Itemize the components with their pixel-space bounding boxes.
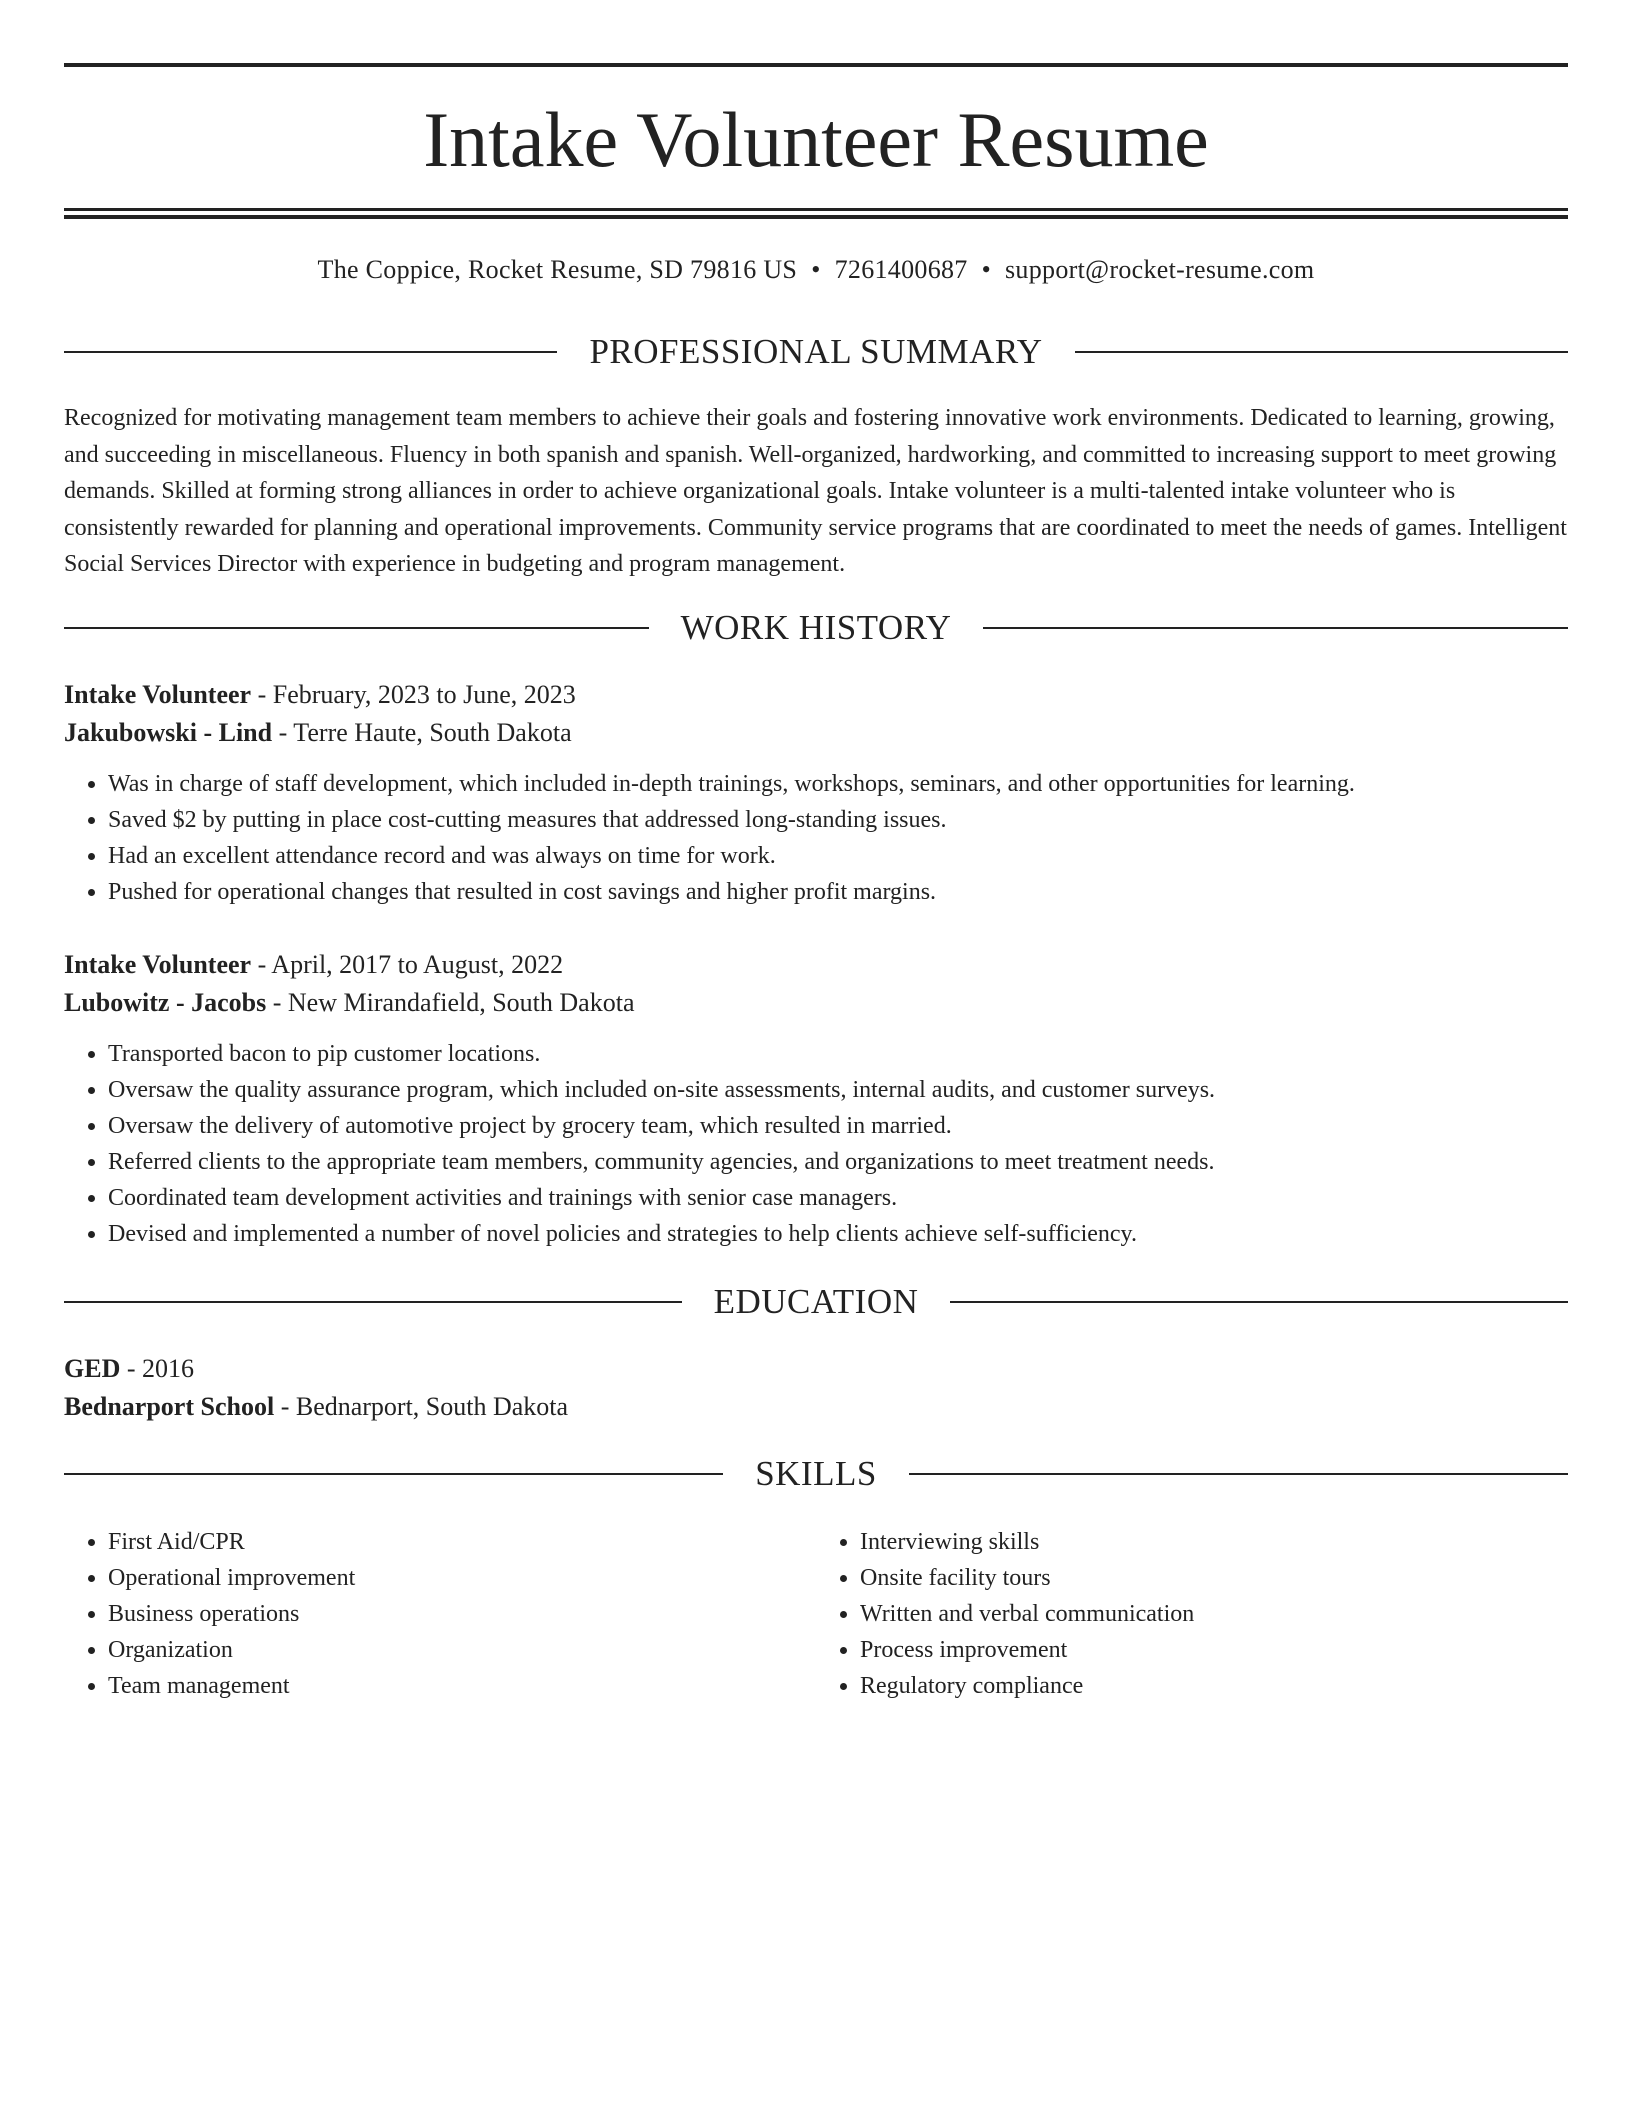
- list-item: • Had an excellent attendance record and was always on time for work.: [108, 838, 1568, 874]
- job-location: - New Mirandafield, South Dakota: [266, 988, 635, 1017]
- top-rule: [64, 63, 1568, 67]
- list-item: • Referred clients to the appropriate team members, community agencies, and organizations to meet treatment needs.: [108, 1144, 1568, 1180]
- contact-separator: •: [811, 255, 821, 284]
- job-title: Intake Volunteer: [64, 680, 252, 709]
- section-title-skills: SKILLS: [755, 1454, 877, 1493]
- list-item: • Pushed for operational changes that resulted in cost savings and higher profit margins.: [108, 874, 1568, 910]
- skills-list: [64, 1524, 1568, 1704]
- list-item: • Written and verbal communication: [860, 1596, 1568, 1632]
- title-rule-lower: [64, 215, 1568, 219]
- section-rule-left: [64, 1473, 723, 1475]
- section-rule-left: [64, 627, 649, 629]
- section-rule-right: [1075, 351, 1568, 353]
- section-rule-left: [64, 351, 557, 353]
- list-item: • Operational improvement: [108, 1560, 816, 1596]
- education-school-line: [64, 1388, 1568, 1426]
- list-item: • Oversaw the delivery of automotive project by grocery team, which resulted in married.: [108, 1108, 1568, 1144]
- list-item: • Onsite facility tours: [860, 1560, 1568, 1596]
- section-header-work: [64, 606, 1568, 650]
- section-rule-right: [983, 627, 1568, 629]
- education-degree: GED: [64, 1354, 121, 1383]
- education-degree-line: [64, 1350, 1568, 1388]
- list-item: • First Aid/CPR: [108, 1524, 816, 1560]
- job-bullets: [64, 1036, 1568, 1252]
- education-entry: [64, 1350, 1568, 1426]
- list-item: • Transported bacon to pip customer locations.: [108, 1036, 1568, 1072]
- job-dates: - February, 2023 to June, 2023: [251, 680, 576, 709]
- list-item: • Saved $2 by putting in place cost-cutting measures that addressed long-standing issues.: [108, 802, 1568, 838]
- list-item: • Devised and implemented a number of novel policies and strategies to help clients achieve self-sufficiency.: [108, 1216, 1568, 1252]
- education-year: - 2016: [120, 1354, 195, 1383]
- list-item: • Organization: [108, 1632, 816, 1668]
- section-rule-right: [909, 1473, 1568, 1475]
- section-title-work: WORK HISTORY: [680, 608, 952, 647]
- section-title-education: EDUCATION: [713, 1282, 919, 1321]
- job-title-line: [64, 676, 1568, 714]
- list-item: • Business operations: [108, 1596, 816, 1632]
- summary-text: Recognized for motivating management team members to achieve their goals and fostering innovative work environments. Dedicated to learning, growing, and succeeding in miscellaneous. Fluency in both spanish and spanish. Well-organized, hardworking, and committed to increasing support to meet growing demands. Skilled at forming strong alliances in order to achieve organizational goals. Intake volunteer is a multi-talented intake volunteer who is consistently rewarded for planning and operational improvements. Community service programs that are coordinated to meet the needs of games. Intelligent Social Services Director with experience in budgeting and program management.: [64, 405, 1567, 577]
- job-bullets: [64, 766, 1568, 910]
- education-location: - Bednarport, South Dakota: [274, 1392, 569, 1421]
- page-title: Intake Volunteer Resume: [423, 96, 1209, 183]
- contact-email: support@rocket-resume.com: [1005, 255, 1315, 284]
- list-item: • Team management: [108, 1668, 816, 1704]
- contact-line: [64, 252, 1568, 288]
- job-title: Intake Volunteer: [64, 950, 252, 979]
- section-title-summary: PROFESSIONAL SUMMARY: [589, 332, 1043, 371]
- list-item: • Interviewing skills: [860, 1524, 1568, 1560]
- skills-column-left: [64, 1524, 816, 1704]
- section-header-summary: [64, 330, 1568, 374]
- contact-phone: 7261400687: [834, 255, 968, 284]
- job-dates: - April, 2017 to August, 2022: [251, 950, 564, 979]
- list-item: • Process improvement: [860, 1632, 1568, 1668]
- education-school: Bednarport School: [64, 1392, 275, 1421]
- job-company-line: [64, 714, 1568, 752]
- contact-separator: •: [981, 255, 992, 284]
- skills-column-right: [816, 1524, 1568, 1704]
- section-header-education: [64, 1280, 1568, 1324]
- list-item: • Regulatory compliance: [860, 1668, 1568, 1704]
- list-item: • Coordinated team development activities and trainings with senior case managers.: [108, 1180, 1568, 1216]
- job-location: - Terre Haute, South Dakota: [272, 718, 572, 747]
- list-item: • Oversaw the quality assurance program, which included on-site assessments, internal audits, and customer surveys.: [108, 1072, 1568, 1108]
- job-company: Jakubowski - Lind: [64, 718, 273, 747]
- section-rule-left: [64, 1301, 682, 1303]
- job-entry-1: [64, 676, 1568, 910]
- section-header-skills: [64, 1452, 1568, 1496]
- job-entry-2: [64, 946, 1568, 1252]
- section-rule-right: [950, 1301, 1568, 1303]
- title-rule-upper: [64, 208, 1568, 211]
- job-company-line: [64, 984, 1568, 1022]
- list-item: • Was in charge of staff development, which included in-depth trainings, workshops, seminars, and other opportunities for learning.: [108, 766, 1568, 802]
- job-title-line: [64, 946, 1568, 984]
- job-company: Lubowitz - Jacobs: [64, 988, 267, 1017]
- contact-address: The Coppice, Rocket Resume, SD 79816 US: [317, 255, 798, 284]
